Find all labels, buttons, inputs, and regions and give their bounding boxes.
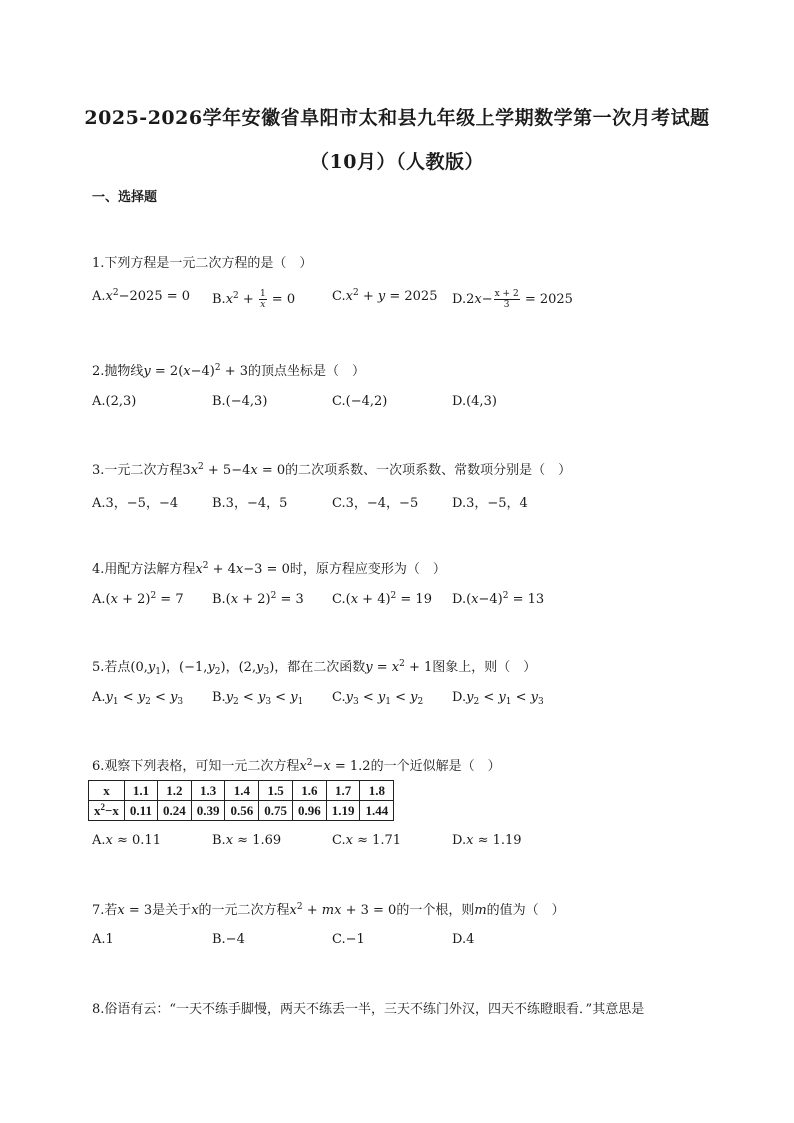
table-cell: $x^2-x$ xyxy=(89,801,125,821)
table-cell: 1.8 xyxy=(360,781,394,801)
option-c[interactable]: $C.(x + 4)^2 = 19$ xyxy=(332,591,432,607)
table-cell: 1.6 xyxy=(292,781,326,801)
question-7-options xyxy=(92,932,692,950)
table-cell: 0.39 xyxy=(191,801,225,821)
option-d[interactable]: D.4 xyxy=(452,932,475,947)
option-d[interactable]: D.(4,3) xyxy=(452,394,497,409)
table-cell: 1.19 xyxy=(326,801,360,821)
table-row xyxy=(89,801,394,821)
option-d[interactable]: $D.(x-4)^2 = 13$ xyxy=(452,591,545,607)
table-cell: 0.75 xyxy=(259,801,293,821)
option-b[interactable]: B.−4 xyxy=(212,932,245,947)
fraction: $\frac{1}{x}$ xyxy=(259,289,266,310)
table-cell: 0.11 xyxy=(124,801,157,821)
question-5-stem: 5.若点$(0,y_1)$，$(-1,y_2)$，$(2,y_3)$，都在二次函数$y = x^2 + 1$图象上，则（ ） xyxy=(92,659,537,677)
option-c[interactable]: C.x ≈ 1.71 xyxy=(332,833,402,848)
option-c[interactable]: $C.x^2 + y = 2025$ xyxy=(332,288,438,304)
page-subtitle: （10月）（人教版） xyxy=(310,151,484,173)
question-4-stem: 4.用配方法解方程$x^2 + 4x-3 = 0$时，原方程应变形为（ ） xyxy=(92,561,446,577)
option-a[interactable]: A.(2,3) xyxy=(92,394,137,409)
option-d[interactable]: D.x ≈ 1.19 xyxy=(452,833,522,848)
table-cell: 1.44 xyxy=(360,801,394,821)
fraction: $\frac{x + 2}{3}$ xyxy=(494,289,519,310)
option-a[interactable]: $A.(x + 2)^2 = 7$ xyxy=(92,591,184,607)
question-3-options xyxy=(92,492,692,510)
option-b[interactable]: B.(−4,3) xyxy=(212,394,268,409)
question-5-options xyxy=(92,690,692,708)
question-8-stem: 8.俗语有云：“一天不练手脚慢，两天不练丢一半，三天不练门外汉，四天不练瞪眼看．”其意思是 xyxy=(92,1002,645,1017)
option-a[interactable]: $A.x^2-2025 = 0$ xyxy=(92,288,191,304)
question-1-stem: 1.下列方程是一元二次方程的是（ ） xyxy=(92,256,313,271)
option-c[interactable]: $C.y_3 < y_1 < y_2$ xyxy=(332,690,424,707)
table-cell: 1.7 xyxy=(326,781,360,801)
option-a[interactable]: A.3，−5，−4 xyxy=(92,496,179,511)
page-title: 2025-2026学年安徽省阜阳市太和县九年级上学期数学第一次月考试题 xyxy=(84,107,710,129)
question-4-options xyxy=(92,592,692,610)
table-cell: 1.5 xyxy=(259,781,293,801)
option-b[interactable]: $B.x^2$ + $\frac{1}{x}$ = 0 xyxy=(212,289,296,310)
option-b[interactable]: $B.(x + 2)^2 = 3$ xyxy=(212,591,304,607)
option-b[interactable]: B.3，−4，5 xyxy=(212,496,288,511)
option-a[interactable]: A.x ≈ 0.11 xyxy=(92,833,161,848)
option-a[interactable]: A.1 xyxy=(92,932,114,947)
table-cell: 1.1 xyxy=(124,781,157,801)
option-d[interactable]: $D.y_2 < y_1 < y_3$ xyxy=(452,690,544,707)
table-cell: x xyxy=(89,781,125,801)
table-cell: 0.96 xyxy=(292,801,326,821)
option-d[interactable]: D.2x− $\frac{x + 2}{3}$ = 2025 xyxy=(452,289,573,310)
option-c[interactable]: C.3，−4，−5 xyxy=(332,496,419,511)
table-cell: 1.2 xyxy=(157,781,191,801)
option-c[interactable]: C.(−4,2) xyxy=(332,394,388,409)
option-a[interactable]: $A.y_1 < y_2 < y_3$ xyxy=(92,690,184,707)
value-table xyxy=(88,780,394,821)
table-cell: 0.24 xyxy=(157,801,191,821)
option-d[interactable]: D.3，−5，4 xyxy=(452,496,528,511)
table-cell: 1.4 xyxy=(225,781,259,801)
option-b[interactable]: B.x ≈ 1.69 xyxy=(212,833,282,848)
question-2-options xyxy=(92,394,692,412)
section-title: 一、选择题 xyxy=(92,190,158,205)
question-6-options xyxy=(92,833,692,851)
option-c[interactable]: C.−1 xyxy=(332,932,365,947)
table-cell: 1.3 xyxy=(191,781,225,801)
table-row xyxy=(89,781,394,801)
question-3-stem: 3.一元二次方程$3x^2 + 5-4x = 0$的二次项系数、一次项系数、常数项分别是（ ） xyxy=(92,462,572,478)
question-6-stem: 6.观察下列表格，可知一元二次方程$x^2-x = 1.2$的一个近似解是（ ） xyxy=(92,758,501,774)
table-cell: 0.56 xyxy=(225,801,259,821)
question-2-stem: 2.抛物线$y = 2(x-4)^2 + 3$的顶点坐标是（ ） xyxy=(92,363,366,379)
question-1-options xyxy=(92,288,692,310)
option-b[interactable]: $B.y_2 < y_3 < y_1$ xyxy=(212,690,304,707)
question-7-stem: 7.若x = 3是关于x的一元二次方程$x^2$ + mx + 3 = 0的一个根，则m的值为（ ） xyxy=(92,902,565,918)
